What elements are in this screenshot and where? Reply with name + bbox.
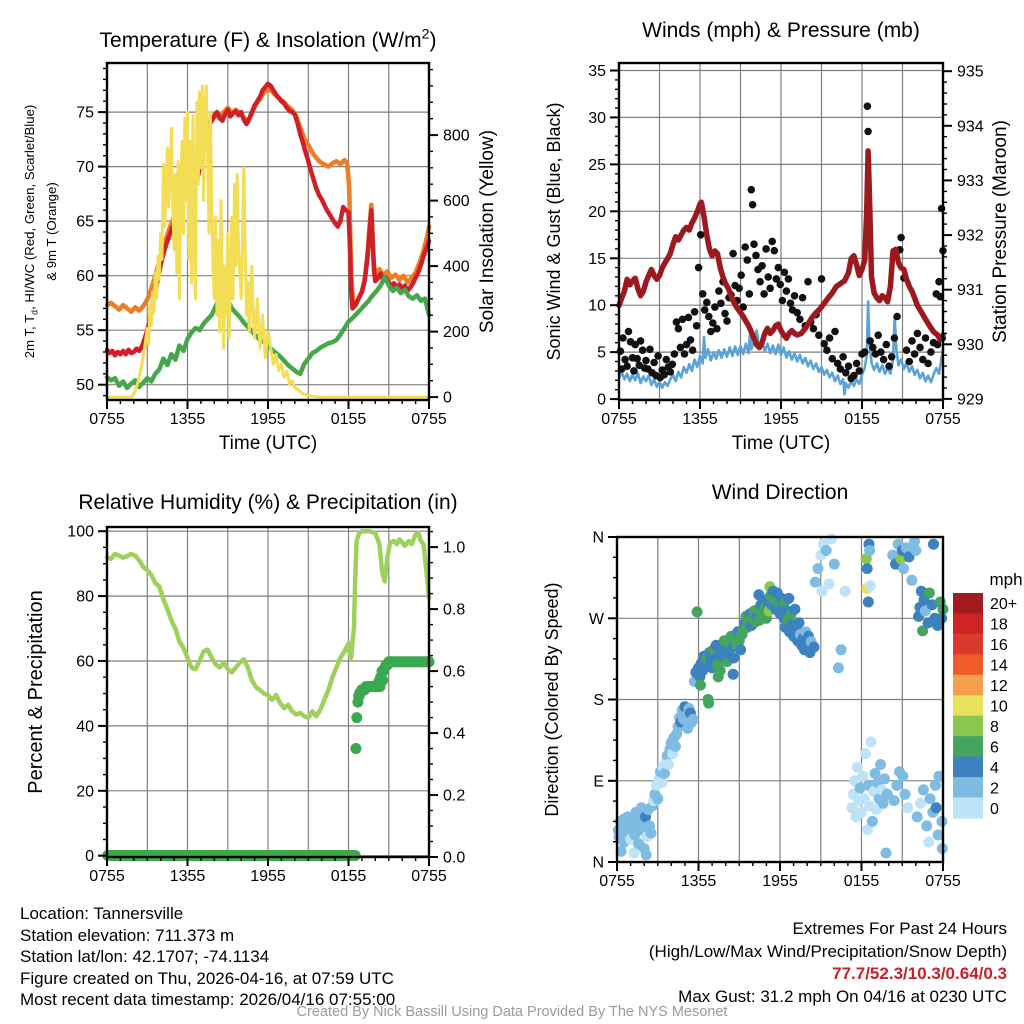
svg-text:65: 65 — [76, 213, 94, 231]
svg-text:S: S — [593, 692, 604, 709]
svg-text:0755: 0755 — [89, 868, 125, 885]
svg-text:12: 12 — [990, 678, 1008, 695]
svg-text:& 9m T (Orange): & 9m T (Orange) — [44, 182, 59, 281]
credit-line: Created By Nick Bassill Using Data Provided By The NYS Mesonet — [296, 1004, 728, 1020]
svg-text:Temperature (F) & Insolation (: Temperature (F) & Insolation $(W/m^2)$ — [99, 25, 437, 52]
svg-text:933: 933 — [957, 172, 984, 190]
svg-text:0.2: 0.2 — [443, 787, 466, 805]
svg-text:5: 5 — [597, 344, 606, 362]
svg-text:N: N — [592, 529, 604, 547]
svg-text:0: 0 — [85, 848, 94, 866]
station-elevation: Station elevation: 711.373 m — [20, 925, 235, 945]
chart-wind-direction — [542, 481, 1023, 890]
svg-text:Station Pressure (Maroon): Station Pressure (Maroon) — [990, 120, 1011, 343]
speed-colorbar-legend — [953, 570, 1023, 819]
svg-text:Wind Direction: Wind Direction — [711, 481, 849, 504]
svg-text:Percent & Precipitation: Percent & Precipitation — [25, 590, 47, 794]
svg-text:0: 0 — [443, 389, 452, 407]
station-latlon: Station lat/lon: 42.1707; -74.1134 — [20, 947, 270, 966]
series-direction-by-speed — [613, 533, 949, 860]
svg-text:4: 4 — [990, 759, 999, 777]
svg-text:0.8: 0.8 — [443, 601, 466, 619]
svg-text:0: 0 — [990, 800, 999, 818]
svg-text:929: 929 — [957, 391, 984, 409]
svg-text:14: 14 — [990, 657, 1008, 675]
svg-text:0755: 0755 — [411, 411, 447, 428]
svg-text:0755: 0755 — [89, 411, 125, 428]
svg-text:1955: 1955 — [763, 411, 799, 428]
svg-text:18: 18 — [990, 616, 1008, 634]
svg-text:20+: 20+ — [990, 596, 1018, 614]
svg-text:60: 60 — [76, 268, 94, 286]
svg-text:1955: 1955 — [250, 868, 286, 885]
svg-text:0.0: 0.0 — [443, 849, 466, 867]
svg-text:Sonic Wind & Gust (Blue, Black: Sonic Wind & Gust (Blue, Black) — [544, 102, 564, 361]
svg-text:20: 20 — [588, 203, 606, 221]
svg-text:2: 2 — [990, 780, 999, 798]
svg-text:70: 70 — [76, 159, 94, 177]
max-gust: Max Gust: 31.2 mph On 04/16 at 0230 UTC — [678, 986, 1007, 1006]
chart-winds-pressure — [544, 19, 1011, 454]
svg-text:1.0: 1.0 — [443, 539, 466, 557]
svg-text:931: 931 — [957, 282, 984, 300]
series-gusts-black — [617, 102, 947, 382]
svg-text:600: 600 — [443, 193, 470, 211]
svg-text:0.6: 0.6 — [443, 663, 466, 681]
svg-text:Solar Insolation (Yellow): Solar Insolation (Yellow) — [477, 129, 498, 334]
svg-text:6: 6 — [990, 739, 999, 757]
svg-text:10: 10 — [990, 698, 1008, 716]
svg-text:1355: 1355 — [682, 411, 718, 428]
svg-text:1955: 1955 — [762, 873, 798, 890]
svg-text:0755: 0755 — [599, 873, 635, 890]
svg-text:0755: 0755 — [411, 868, 447, 885]
svg-text:Direction (Colored By Speed): Direction (Colored By Speed) — [542, 582, 562, 817]
svg-text:935: 935 — [957, 63, 984, 81]
svg-text:Relative Humidity (%) & Precip: Relative Humidity (%) & Precipitation (in) — [78, 491, 458, 514]
svg-text:30: 30 — [588, 109, 606, 127]
grid-wind-direction — [617, 537, 943, 862]
svg-text:mph: mph — [989, 570, 1023, 589]
svg-text:0155: 0155 — [843, 873, 880, 890]
data-timestamp: Most recent data timestamp: 2026/04/16 07:55:00 — [20, 990, 396, 1009]
svg-text:50: 50 — [76, 377, 94, 395]
station-location: Location: Tannersville — [20, 904, 184, 923]
figure-created: Figure created on Thu, 2026-04-16, at 07:59 UTC — [20, 968, 394, 988]
svg-text:934: 934 — [957, 118, 984, 136]
svg-text:100: 100 — [67, 523, 94, 541]
svg-text:20: 20 — [76, 783, 94, 801]
svg-text:0755: 0755 — [925, 411, 961, 428]
station-info — [20, 903, 395, 1011]
svg-text:0155: 0155 — [330, 411, 367, 428]
svg-text:60: 60 — [76, 653, 94, 671]
svg-text:1355: 1355 — [169, 868, 206, 885]
svg-text:400: 400 — [443, 258, 470, 276]
svg-text:Time (UTC): Time (UTC) — [731, 433, 831, 454]
extremes-title: Extremes For Past 24 Hours — [792, 919, 1007, 938]
svg-text:2m T, Td, HI/WC (Red, Green, S: 2m T, $T_d$, HI/WC (Red, Green, Scarlet/Blue) — [22, 104, 40, 359]
svg-text:930: 930 — [957, 336, 984, 354]
grid-temperature-insolation — [107, 63, 429, 400]
svg-text:55: 55 — [76, 322, 94, 340]
chart-temperature-insolation — [22, 26, 498, 454]
svg-text:16: 16 — [990, 637, 1008, 655]
svg-text:0755: 0755 — [925, 873, 961, 890]
svg-text:0155: 0155 — [844, 411, 880, 428]
svg-text:25: 25 — [588, 156, 606, 174]
svg-text:80: 80 — [76, 588, 94, 606]
svg-text:35: 35 — [588, 63, 606, 80]
svg-text:15: 15 — [588, 250, 606, 268]
svg-text:W: W — [588, 610, 604, 628]
svg-text:0.4: 0.4 — [443, 725, 466, 743]
extremes-values: 77.7/52.3/10.3/0.64/0.3 — [832, 964, 1007, 983]
svg-text:Winds (mph) & Pressure (mb): Winds (mph) & Pressure (mb) — [642, 19, 920, 42]
svg-text:1355: 1355 — [680, 873, 717, 890]
svg-text:75: 75 — [76, 104, 94, 122]
svg-text:1355: 1355 — [169, 411, 206, 428]
svg-text:10: 10 — [588, 297, 606, 315]
chart-humidity-precipitation — [25, 491, 465, 885]
svg-text:800: 800 — [443, 127, 470, 145]
svg-text:0: 0 — [597, 391, 606, 409]
svg-text:200: 200 — [443, 324, 470, 342]
svg-text:E: E — [593, 773, 604, 791]
svg-text:N: N — [592, 854, 604, 872]
svg-text:8: 8 — [990, 719, 999, 736]
svg-text:Time (UTC): Time (UTC) — [218, 433, 318, 454]
extremes-info — [649, 918, 1007, 1008]
svg-text:1955: 1955 — [250, 411, 286, 428]
series-precipitation-dots — [350, 656, 434, 754]
svg-text:40: 40 — [76, 718, 94, 736]
svg-text:932: 932 — [957, 227, 984, 245]
svg-text:0755: 0755 — [601, 411, 637, 428]
svg-text:0155: 0155 — [330, 868, 367, 885]
extremes-subtitle: (High/Low/Max Wind/Precipitation/Snow Depth) — [648, 941, 1007, 961]
